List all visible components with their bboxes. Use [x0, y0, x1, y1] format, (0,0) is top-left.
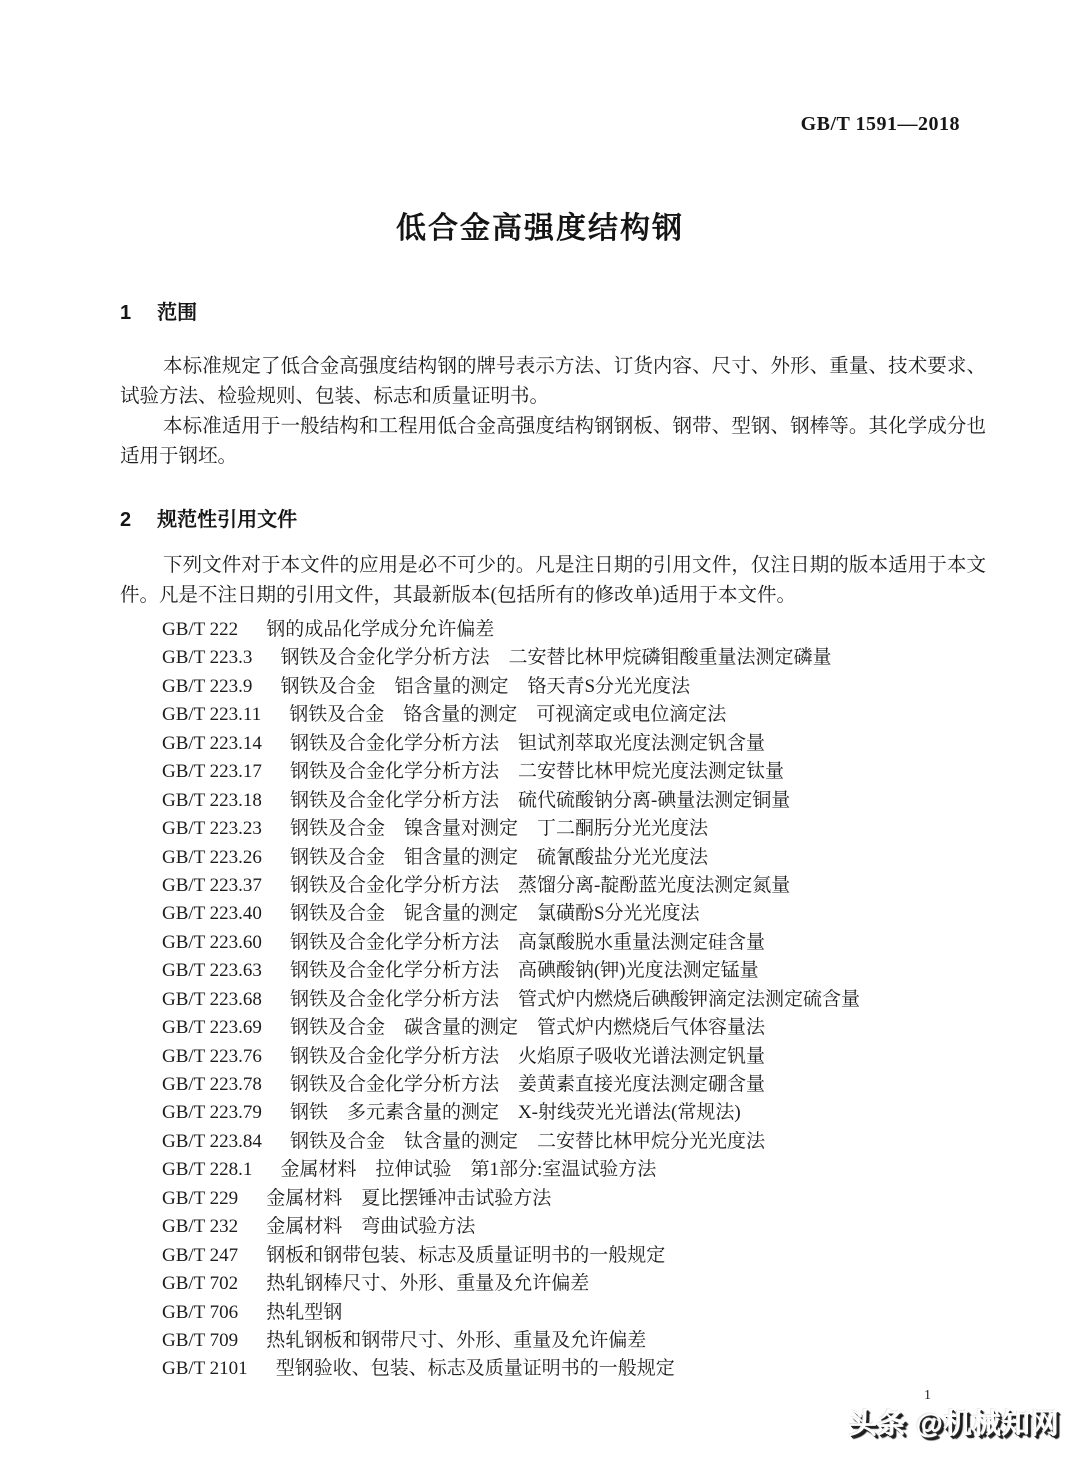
reference-code: GB/T 223.63	[162, 960, 262, 982]
reference-code: GB/T 222	[162, 619, 239, 640]
section-1-heading	[120, 296, 197, 325]
reference-item	[120, 1099, 1020, 1127]
reference-title: 钢板和钢带包装、标志及质量证明书的一般规定	[266, 1244, 666, 1266]
reference-code: GB/T 223.11	[162, 704, 262, 726]
reference-title: 钢铁及合金 碳含量的测定 管式炉内燃烧后气体容量法	[289, 1017, 765, 1039]
reference-item	[120, 1327, 1020, 1355]
page-number: 1	[924, 1388, 931, 1403]
reference-item	[120, 815, 1020, 843]
reference-item	[120, 1299, 1020, 1327]
reference-item	[120, 986, 1020, 1014]
reference-item	[120, 929, 1020, 957]
reference-code: GB/T 2101	[162, 1358, 248, 1380]
reference-title: 金属材料 弯曲试验方法	[266, 1216, 476, 1238]
reference-code: GB/T 223.84	[162, 1130, 262, 1152]
reference-code: GB/T 223.60	[162, 931, 262, 953]
reference-code: GB/T 223.18	[162, 789, 262, 811]
reference-code: GB/T 223.68	[162, 988, 262, 1010]
reference-item	[120, 787, 1020, 815]
reference-title: 钢铁及合金 铬含量的测定 可视滴定或电位滴定法	[289, 704, 727, 726]
section-2-title: 规范性引用文件	[157, 509, 298, 531]
reference-item	[120, 1043, 1020, 1071]
section-1-title: 范围	[157, 302, 198, 324]
reference-item	[120, 1185, 1020, 1213]
reference-code: GB/T 223.76	[162, 1045, 262, 1067]
reference-item	[120, 957, 1020, 985]
reference-title: 钢铁及合金化学分析方法 高氯酸脱水重量法测定硅含量	[289, 931, 765, 953]
reference-item	[120, 1213, 1020, 1241]
reference-title: 钢铁及合金 铌含量的测定 氯磺酚S分光光度法	[289, 903, 700, 925]
reference-title: 型钢验收、包装、标志及质量证明书的一般规定	[275, 1358, 675, 1380]
reference-item	[120, 1156, 1020, 1184]
reference-item	[120, 644, 1020, 672]
reference-item	[120, 1270, 1020, 1298]
reference-item	[120, 758, 1020, 786]
reference-item	[120, 1128, 1020, 1156]
reference-item	[120, 900, 1020, 928]
reference-code: GB/T 223.23	[162, 818, 262, 840]
reference-item	[120, 701, 1020, 729]
reference-title: 钢铁及合金 钼含量的测定 硫氰酸盐分光光度法	[289, 846, 708, 868]
reference-code: GB/T 223.79	[162, 1102, 262, 1124]
reference-code: GB/T 247	[162, 1244, 239, 1266]
reference-code: GB/T 229	[162, 1187, 239, 1209]
reference-item	[120, 872, 1020, 900]
reference-item	[120, 1242, 1020, 1270]
reference-code: GB/T 223.26	[162, 846, 262, 868]
reference-code: GB/T 223.17	[162, 761, 262, 783]
reference-title: 金属材料 夏比摆锤冲击试验方法	[266, 1187, 552, 1209]
scope-paragraph-1: 本标准规定了低合金高强度结构钢的牌号表示方法、订货内容、尺寸、外形、重量、技术要求、试验方法、检验规则、包装、标志和质量证明书。	[120, 356, 986, 407]
reference-title: 钢铁及合金化学分析方法 二安替比林甲烷磷钼酸重量法测定磷量	[280, 647, 832, 669]
reference-code: GB/T 223.37	[162, 874, 262, 896]
reference-title: 金属材料 拉伸试验 第1部分:室温试验方法	[280, 1159, 657, 1181]
reference-title: 钢铁 多元素含量的测定 X-射线荧光光谱法(常规法)	[289, 1102, 741, 1124]
normative-references-intro: 下列文件对于本文件的应用是必不可少的。凡是注日期的引用文件，仅注日期的版本适用于本文件。凡是不注日期的引用文件，其最新版本(包括所有的修改单)适用于本文件。	[120, 555, 986, 606]
reference-item	[120, 730, 1020, 758]
reference-title: 钢铁及合金化学分析方法 火焰原子吸收光谱法测定钒量	[289, 1045, 765, 1067]
scope-paragraph-2: 本标准适用于一般结构和工程用低合金高强度结构钢钢板、钢带、型钢、钢棒等。其化学成分也适用于钢坯。	[120, 416, 986, 467]
reference-code: GB/T 223.3	[162, 647, 253, 669]
reference-code: GB/T 702	[162, 1273, 239, 1295]
reference-code: GB/T 228.1	[162, 1159, 253, 1181]
reference-title: 钢铁及合金化学分析方法 高碘酸钠(钾)光度法测定锰量	[289, 960, 759, 982]
reference-title: 钢铁及合金化学分析方法 蒸馏分离-靛酚蓝光度法测定氮量	[289, 874, 791, 896]
reference-item	[120, 1071, 1020, 1099]
reference-title: 钢铁及合金化学分析方法 管式炉内燃烧后碘酸钾滴定法测定硫含量	[289, 988, 860, 1010]
reference-title: 钢铁及合金 钛含量的测定 二安替比林甲烷分光光度法	[289, 1130, 765, 1152]
reference-title: 钢铁及合金化学分析方法 姜黄素直接光度法测定硼含量	[289, 1074, 765, 1095]
watermark: 头条 @机械知网	[848, 1408, 1060, 1439]
reference-title: 热轧型钢	[266, 1301, 343, 1323]
reference-title: 钢铁及合金化学分析方法 硫代硫酸钠分离-碘量法测定铜量	[289, 789, 791, 811]
section-1-number: 1	[120, 302, 132, 324]
reference-code: GB/T 223.9	[162, 675, 253, 697]
reference-code: GB/T 223.14	[162, 732, 262, 754]
reference-title: 热轧钢棒尺寸、外形、重量及允许偏差	[266, 1273, 590, 1295]
section-2-heading	[120, 503, 297, 532]
reference-code: GB/T 223.69	[162, 1017, 262, 1039]
reference-list	[120, 616, 1020, 1384]
reference-item	[120, 673, 1020, 701]
reference-code: GB/T 706	[162, 1301, 239, 1323]
reference-title: 钢铁及合金 镍含量对测定 丁二酮肟分光光度法	[289, 818, 708, 840]
reference-title: 热轧钢板和钢带尺寸、外形、重量及允许偏差	[266, 1329, 647, 1351]
reference-title: 钢的成品化学成分允许偏差	[266, 619, 495, 640]
reference-item	[120, 1014, 1020, 1042]
reference-title: 钢铁及合金化学分析方法 钽试剂萃取光度法测定钒含量	[289, 732, 765, 754]
standard-number: GB/T 1591—2018	[800, 113, 960, 135]
reference-code: GB/T 223.40	[162, 903, 262, 925]
reference-code: GB/T 709	[162, 1329, 239, 1351]
reference-code: GB/T 232	[162, 1216, 239, 1238]
reference-item	[120, 616, 1020, 644]
document-title: 低合金高强度结构钢	[396, 212, 684, 245]
reference-title: 钢铁及合金化学分析方法 二安替比林甲烷光度法测定钛量	[289, 761, 784, 783]
reference-code: GB/T 223.78	[162, 1074, 262, 1095]
section-2-number: 2	[120, 509, 132, 531]
reference-item	[120, 844, 1020, 872]
reference-title: 钢铁及合金 铝含量的测定 铬天青S分光光度法	[280, 675, 691, 697]
reference-item	[120, 1355, 1020, 1383]
